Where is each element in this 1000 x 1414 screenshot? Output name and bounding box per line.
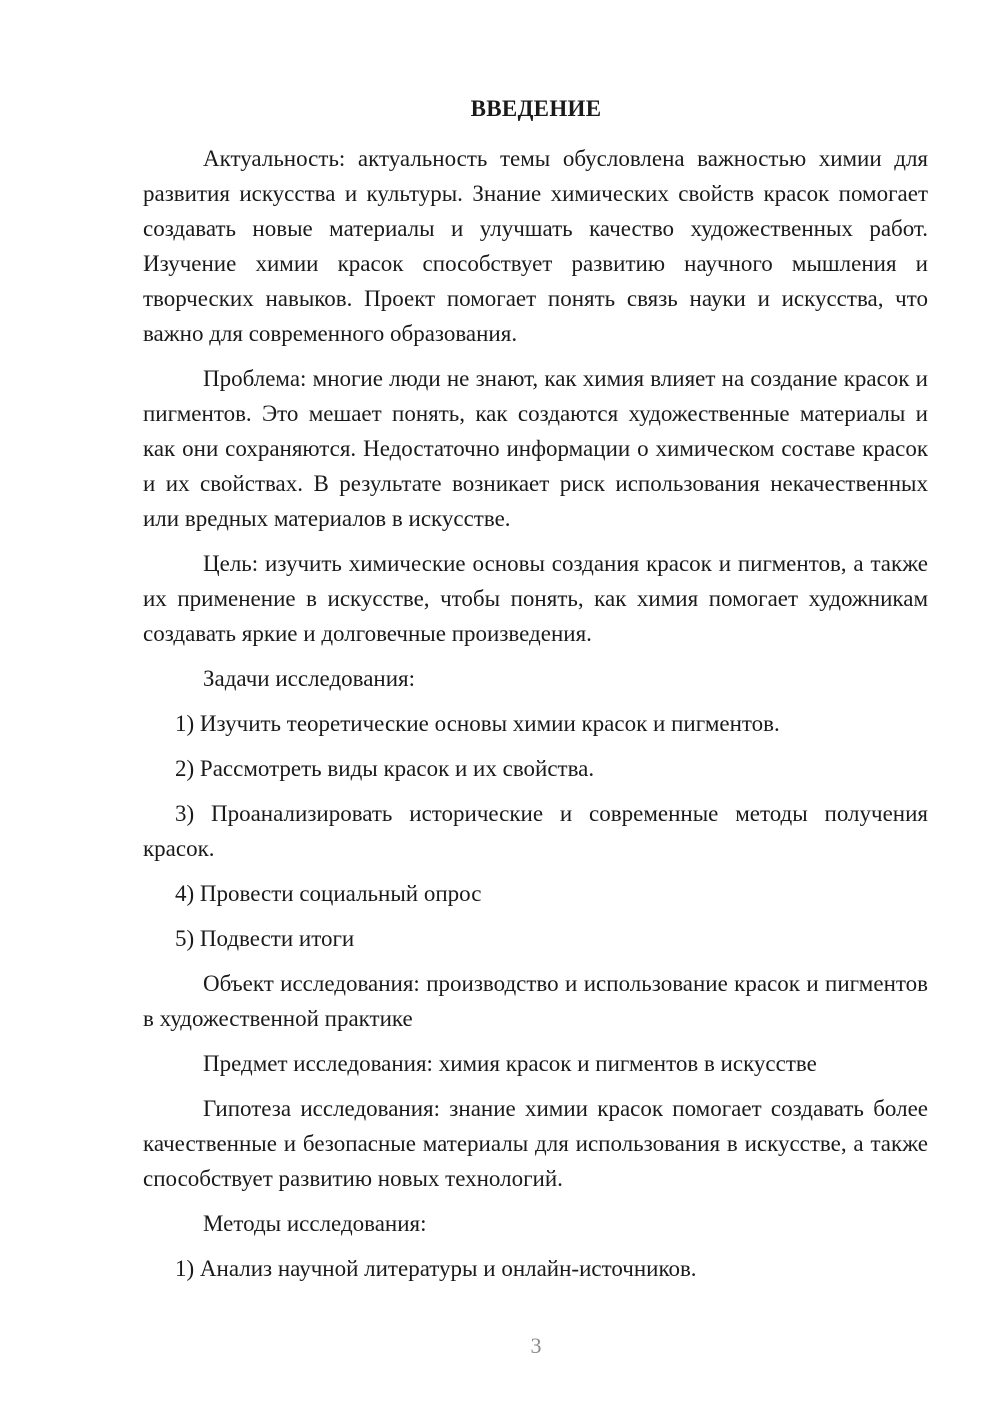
task-item-2: 2) Рассмотреть виды красок и их свойства. — [175, 756, 595, 781]
tasks-heading: Задачи исследования: — [203, 666, 416, 691]
task-item-5: 5) Подвести итоги — [175, 926, 355, 951]
relevance-paragraph: Актуальность: актуальность темы обусловлена важностью химии для развития искусства и культуры. Знание химических свойств красок помогает создавать новые материалы и улучшать качество художественных работ. Изучение химии красок способствует развитию научного мышления и творческих навыков. Проект помогает понять связь науки и искусства, что важно для современного образования. — [143, 146, 928, 346]
document-body — [143, 141, 928, 1286]
goal-paragraph: Цель: изучить химические основы создания красок и пигментов, а также их применение в искусстве, чтобы понять, как химия помогает художникам создавать яркие и долговечные произведения. — [143, 551, 928, 646]
method-item-1: 1) Анализ научной литературы и онлайн-источников. — [175, 1256, 697, 1281]
hypothesis-paragraph: Гипотеза исследования: знание химии красок помогает создавать более качественные и безопасные материалы для использования в искусстве, а также способствует развитию новых технологий. — [143, 1096, 928, 1191]
methods-heading: Методы исследования: — [203, 1211, 427, 1236]
task-item-4: 4) Провести социальный опрос — [175, 881, 482, 906]
object-paragraph: Объект исследования: производство и использование красок и пигментов в художественной практике — [143, 971, 928, 1031]
page-number: 3 — [530, 1333, 542, 1358]
problem-paragraph: Проблема: многие люди не знают, как химия влияет на создание красок и пигментов. Это мешает понять, как создаются художественные материалы и как они сохраняются. Недостаточно информации о химическом составе красок и их свойствах. В результате возникает риск использования некачественных или вредных материалов в искусстве. — [143, 366, 928, 531]
subject-paragraph: Предмет исследования: химия красок и пигментов в искусстве — [203, 1051, 817, 1076]
task-item-3: 3) Проанализировать исторические и современные методы получения красок. — [143, 801, 928, 861]
section-title: ВВЕДЕНИЕ — [470, 96, 602, 121]
task-item-1: 1) Изучить теоретические основы химии красок и пигментов. — [175, 711, 780, 736]
